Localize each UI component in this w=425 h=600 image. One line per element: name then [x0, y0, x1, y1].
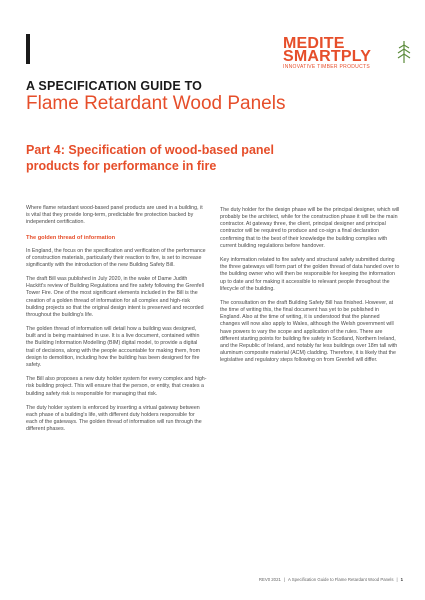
body-paragraph: The duty holder for the design phase will be the principal designer, which will probably be the architect, while for the construction phase it will be the main contractor. At gateway three, the client, principal designer and principal contractor will be required to produce and co-sign a final declaration confirming that to the best of their knowledge the building complies with current building regulations before handover.	[220, 207, 400, 249]
body-paragraph: The golden thread of information will detail how a building was designed, built and is being maintained in use. It is a live document, contained within the Building Information Modelling (BIM) digital model, to provide a digital trail of decisions, along with the people accountable for making them, from design to demolition, including how the building has been designed for fire safety.	[26, 326, 201, 368]
brand-logo	[283, 36, 413, 72]
footer-separator: |	[396, 577, 398, 582]
page-footer	[259, 577, 403, 582]
top-accent-bar	[26, 34, 30, 64]
body-column-right	[220, 207, 401, 371]
body-paragraph: The duty holder system is enforced by inserting a virtual gateway between each phase of a building's life, with different duty holders responsible for each of the gateways. The golden thread of information will run through the different phases.	[26, 404, 202, 433]
logo-tagline: INNOVATIVE TIMBER PRODUCTS	[283, 64, 370, 70]
body-paragraph: In England, the focus on the specification and verification of the performance of construction materials, particularly their reaction to fire, is set to increase significantly with the introduction of the new Building Safety Bill.	[26, 247, 206, 268]
body-column-left	[26, 205, 207, 440]
body-paragraph: Key information related to fire safety and structural safety submitted during the three gateways will form part of the golden thread of data handed over to the building owner who will then be responsible for keeping the information up to date and for making it accessible to relevant people throughout the lifecycle of the building.	[220, 257, 400, 292]
section-heading: The golden thread of information	[26, 234, 116, 241]
body-paragraph: The consultation on the draft Building Safety Bill has finished. However, at the time of writing this, the final document has yet to be published in England. Also at the time of writing, it is understood that the planned changes will now also apply to Wales, although the Welsh government will have powers to vary the scope and application of the rules. There are different starting points for building fire safety in Scotland, Northern Ireland, and the Republic of Ireland, and notably far less buildings over 18m tall with aluminum composite material (ACM) cladding. Therefore, it is likely that the legislative and regulatory steps following on from Grenfell will differ.	[220, 299, 398, 364]
page-subtitle: Part 4: Specification of wood-based panel products for performance in fire	[26, 143, 274, 173]
footer-separator: |	[283, 577, 285, 582]
logo-wordmark-line1: MEDITE	[283, 35, 345, 52]
page-title: Flame Retardant Wood Panels	[26, 93, 286, 114]
tree-icon	[397, 40, 411, 64]
page-kicker: A SPECIFICATION GUIDE TO	[26, 79, 203, 93]
logo-wordmark-line2: SMARTPLY	[283, 48, 372, 65]
body-paragraph: The Bill also proposes a new duty holder system for every complex and high-risk building project. This will ensure that the person, or entity, that creates a building safety risk is responsible for managing that risk.	[26, 376, 207, 397]
page-number: 1	[400, 577, 403, 582]
footer-revision: REV0 2021	[258, 577, 281, 582]
body-paragraph: Where flame retardant wood-based panel products are used in a building, it is vital that they provide long-term, predictable fire protection backed by independent certification.	[26, 205, 203, 226]
footer-doc-title: A Specification Guide to Flame Retardant Wood Panels	[287, 577, 394, 582]
body-paragraph: The draft Bill was published in July 2020, in the wake of Dame Judith Hackitt's review of Building Regulations and fire safety following the Grenfell Tower Fire. One of the most significant elements included in the Bill is the creation of a golden thread of information for all complex and high-risk building projects so that the original design intent is preserved and recorded throughout the building's life.	[26, 276, 204, 318]
